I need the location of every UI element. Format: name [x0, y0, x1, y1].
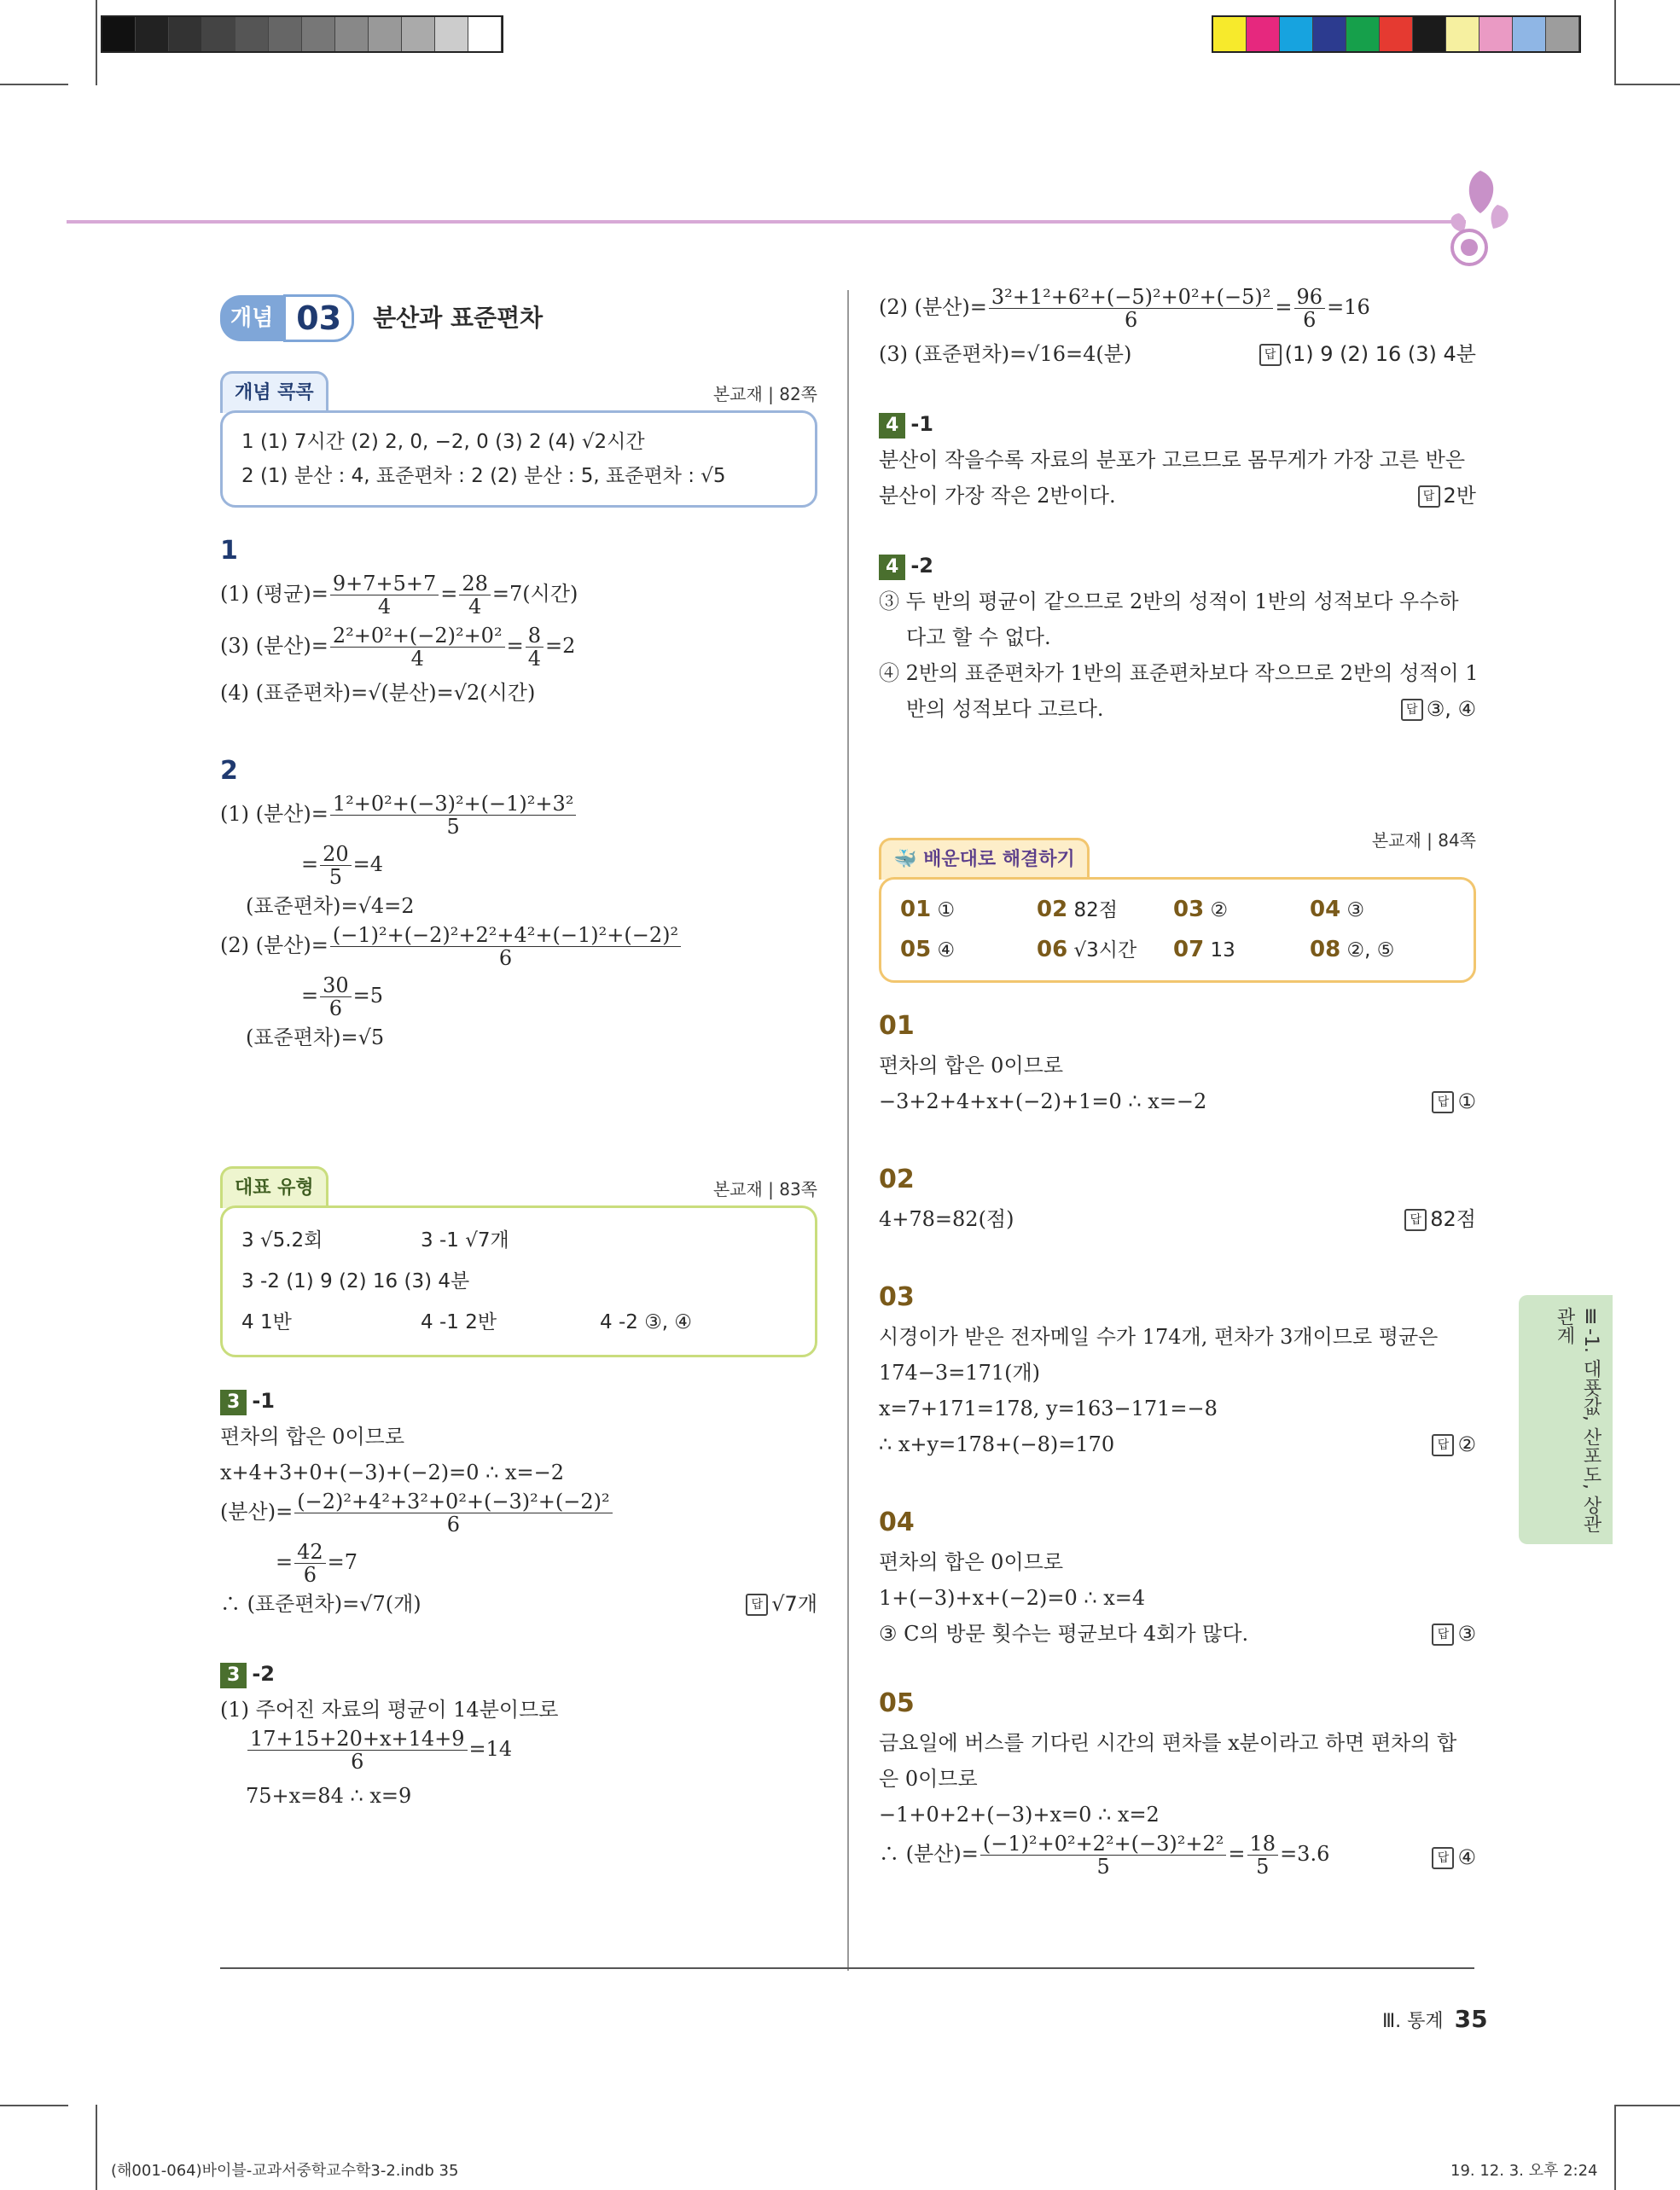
- s42-line-3: ④ 2반의 표준편차가 1반의 표준편차보다 작으므로 2반의 성적이 1: [879, 661, 1479, 685]
- s32-line-2: $\frac{17+15+20+x+14+9}{6}$ =14: [220, 1728, 817, 1773]
- check-box: [220, 410, 817, 508]
- rep-tab: 대표 유형: [220, 1166, 328, 1208]
- section-badge: 3: [220, 1663, 247, 1688]
- problem-1-heading: 1: [220, 536, 238, 566]
- p2-line-5: = $\frac{30}{6}$ =5: [301, 973, 384, 1020]
- swatch: [1413, 17, 1446, 51]
- s42-line-4: 반의 성적보다 고르다. 답 ③, ④: [879, 691, 1476, 727]
- p2-line-4: (2) (분산)= $\frac{\text{(−1)²+(−2)²+2²+4²+(−1)²+(−2)²}}{6}$: [220, 924, 817, 969]
- q04-line-3: ③ C의 방문 횟수는 평균보다 4회가 많다. 답 ③: [879, 1616, 1476, 1652]
- section-sub: -1: [252, 1389, 275, 1413]
- column-divider: [847, 290, 849, 1971]
- s41-line-1: 분산이 작을수록 자료의 분포가 고르므로 몸무게가 가장 고른 반은: [879, 448, 1465, 472]
- swatch: [1313, 17, 1346, 51]
- swatch: [1546, 17, 1579, 51]
- crop-mark: [1614, 2105, 1680, 2106]
- solve-tab: 🐳 배운대로 해결하기: [879, 838, 1090, 880]
- solve-item: 01 ①: [900, 897, 956, 922]
- q03-line-4: ∴ x+y=178+(−8)=170 답 ②: [879, 1426, 1476, 1462]
- answer-icon: 답: [1432, 1847, 1454, 1869]
- section-sub: -2: [252, 1662, 275, 1686]
- q03-line-1: 시경이가 받은 전자메일 수가 174개, 편차가 3개이므로 평균은: [879, 1325, 1439, 1349]
- q03-heading: 03: [879, 1282, 915, 1312]
- p2-line-1: (1) (분산)= $\frac{\text{1²+0²+(−3)²+(−1)²+3²}}{5}$: [220, 793, 817, 838]
- q04-line-1: 편차의 합은 0이므로: [879, 1550, 1063, 1574]
- answer: 답 82점: [1404, 1201, 1476, 1237]
- answer-icon: 답: [1432, 1091, 1454, 1113]
- s32-line-1: (1) 주어진 자료의 평균이 14분이므로: [220, 1698, 559, 1722]
- swatch: [1380, 17, 1413, 51]
- answer: 답 ③, ④: [1401, 691, 1476, 727]
- rep-item: 4 1반: [241, 1311, 292, 1333]
- q03-line-3: x=7+171=178, y=163−171=−8: [879, 1397, 1218, 1420]
- swatch: [1446, 17, 1479, 51]
- answer-icon: 답: [1401, 699, 1423, 721]
- swatch: [369, 17, 402, 51]
- s31-line-2: x+4+3+0+(−3)+(−2)=0 ∴ x=−2: [220, 1461, 565, 1484]
- section-name: Ⅲ. 통계: [1382, 2011, 1444, 2032]
- section-badge: 4: [879, 555, 905, 580]
- check-line-1: 1 (1) 7시간 (2) 2, 0, −2, 0 (3) 2 (4) √2시간: [241, 431, 645, 453]
- solve-item: 03 ②: [1173, 897, 1229, 922]
- swatch: [202, 17, 235, 51]
- concept-title: 분산과 표준편차: [373, 304, 544, 332]
- crop-mark: [1614, 2105, 1616, 2190]
- bottom-rule: [220, 1967, 1474, 1969]
- q03-line-2: 174−3=171(개): [879, 1361, 1041, 1385]
- swatch: [1513, 17, 1546, 51]
- swatch: [1247, 17, 1280, 51]
- p2-line-6: (표준편차)=√5: [246, 1025, 385, 1049]
- swatch: [302, 17, 335, 51]
- rep-item: 4 -1 2반: [421, 1311, 497, 1333]
- swatch: [1479, 17, 1513, 51]
- footer-date: 19. 12. 3. 오후 2:24: [1450, 2162, 1598, 2180]
- swatch: [269, 17, 302, 51]
- crop-mark: [1614, 0, 1616, 85]
- q01-line-1: 편차의 합은 0이므로: [879, 1054, 1063, 1078]
- answer-icon: 답: [746, 1594, 768, 1616]
- s42-line-2: 다고 할 수 없다.: [906, 625, 1051, 649]
- rt-line-2: (3) (표준편차)=√16=4(분) 답 (1) 9 (2) 16 (3) 4분: [879, 336, 1476, 372]
- rep-item: 4 -2 ③, ④: [600, 1311, 693, 1333]
- page-number-block: [1382, 2005, 1488, 2033]
- chapter-side-tab: [1519, 1295, 1613, 1544]
- answer: 답 ②: [1432, 1426, 1476, 1462]
- section-badge: 4: [879, 413, 905, 439]
- crop-mark: [96, 2105, 97, 2190]
- swatch: [102, 17, 136, 51]
- solve-item: 05 ④: [900, 937, 956, 962]
- q01-line-2: −3+2+4+x+(−2)+1=0 ∴ x=−2 답 ①: [879, 1083, 1476, 1119]
- answer: 답 ①: [1432, 1083, 1476, 1119]
- crop-mark: [0, 2105, 68, 2106]
- s32-line-3: 75+x=84 ∴ x=9: [246, 1784, 412, 1808]
- answer: 답 (1) 9 (2) 16 (3) 4분: [1259, 336, 1476, 372]
- check-line-2: 2 (1) 분산 : 4, 표준편차 : 2 (2) 분산 : 5, 표준편차 : √5: [241, 465, 726, 487]
- answer-icon: 답: [1432, 1434, 1454, 1456]
- p2-line-3: (표준편차)=√4=2: [246, 894, 415, 918]
- s41-line-2: 분산이 가장 작은 2반이다. 답 2반: [879, 478, 1476, 514]
- swatch: [435, 17, 468, 51]
- rt-line-1: (2) (분산)= $\frac{\text{3²+1²+6²+(−5)²+0²+(−5)²}}{6}$ = $\frac{96}{6}$ =16: [879, 285, 1370, 332]
- problem-2-heading: 2: [220, 756, 238, 786]
- color-bar: [1212, 15, 1581, 53]
- crop-mark: [0, 84, 68, 85]
- answer-icon: 답: [1404, 1209, 1427, 1231]
- check-ref: 본교재 | 82쪽: [712, 384, 817, 404]
- footer-file: (해001-064)바이블-교과서중학교수학3-2.indb 35: [111, 2162, 459, 2180]
- solve-item: 02 82점: [1037, 897, 1118, 922]
- p1-line-3: (4) (표준편차)=√(분산)=√2(시간): [220, 681, 536, 705]
- header-rule: [67, 220, 1466, 224]
- q05-line-2: 은 0이므로: [879, 1767, 978, 1791]
- rep-box: [220, 1205, 817, 1357]
- rep-item: 3 -2 (1) 9 (2) 16 (3) 4분: [241, 1270, 470, 1293]
- s31-line-4: = $\frac{42}{6}$ =7: [276, 1540, 358, 1587]
- q01-heading: 01: [879, 1011, 915, 1041]
- p1-line-2: (3) (분산)= $\frac{\text{2²+0²+(−2)²+0²}}{4}$ = $\frac{8}{4}$ =2: [220, 624, 576, 671]
- section-sub: -1: [910, 412, 933, 436]
- answer: 답 ③: [1432, 1616, 1476, 1652]
- left-column: [220, 294, 817, 1814]
- swatch: [1346, 17, 1380, 51]
- check-tab: 개념 콕콕: [220, 371, 328, 413]
- swatch: [402, 17, 435, 51]
- section-sub: -2: [910, 554, 933, 578]
- q05-line-1: 금요일에 버스를 기다린 시간의 편차를 x분이라고 하면 편차의 합: [879, 1731, 1457, 1755]
- answer: 답 ④: [1432, 1839, 1476, 1875]
- swatch: [468, 17, 502, 51]
- q04-heading: 04: [879, 1507, 915, 1537]
- rep-ref: 본교재 | 83쪽: [712, 1179, 817, 1200]
- chapter-side-tab-label: Ⅲ-1. 대푯값, 산포도, 상관관계: [1554, 1307, 1602, 1533]
- q02-heading: 02: [879, 1165, 915, 1194]
- s31-line-1: 편차의 합은 0이므로: [220, 1425, 404, 1449]
- solve-item: 07 13: [1173, 937, 1235, 962]
- swatch: [1213, 17, 1247, 51]
- s31-line-5: ∴ (표준편차)=√7(개) 답 √7개: [220, 1586, 817, 1622]
- concept-label: 개념: [220, 295, 283, 341]
- answer: 답 √7개: [746, 1586, 817, 1622]
- rep-item: 3 -1 √7개: [421, 1229, 509, 1252]
- swatch: [235, 17, 269, 51]
- crop-mark: [96, 0, 97, 85]
- q04-line-2: 1+(−3)+x+(−2)=0 ∴ x=4: [879, 1586, 1146, 1610]
- swatch: [169, 17, 202, 51]
- p2-line-2: = $\frac{20}{5}$ =4: [301, 842, 384, 889]
- q05-heading: 05: [879, 1688, 915, 1718]
- concept-header: [220, 294, 817, 342]
- right-column: [879, 285, 1479, 1879]
- grayscale-bar: [101, 15, 503, 53]
- p1-line-1: (1) (평균)= $\frac{9+7+5+7}{4}$ = $\frac{28}{4}$ =7(시간): [220, 572, 578, 619]
- solve-item: 06 √3시간: [1037, 937, 1137, 962]
- answer-icon: 답: [1432, 1624, 1454, 1646]
- flower-ornament-icon: [1433, 162, 1519, 273]
- whale-icon: 🐳: [893, 849, 917, 870]
- q02-line-1: 4+78=82(점) 답 82점: [879, 1201, 1476, 1237]
- page-number: 35: [1454, 2005, 1488, 2033]
- q05-line-3: −1+0+2+(−3)+x=0 ∴ x=2: [879, 1803, 1160, 1827]
- s42-line-1: ③ 두 반의 평균이 같으므로 2반의 성적이 1반의 성적보다 우수하: [879, 590, 1459, 613]
- answer-icon: 답: [1418, 485, 1440, 508]
- answer-icon: 답: [1259, 344, 1282, 366]
- concept-number: 03: [283, 294, 354, 342]
- solve-item: 08 ②, ⑤: [1310, 937, 1395, 962]
- swatch: [1280, 17, 1313, 51]
- solve-item: 04 ③: [1310, 897, 1365, 922]
- rep-item: 3 √5.2회: [241, 1229, 323, 1252]
- solve-grid: [900, 892, 1455, 968]
- answer: 답 2반: [1418, 478, 1476, 514]
- solve-ref: 본교재 | 84쪽: [1371, 830, 1476, 851]
- swatch: [335, 17, 369, 51]
- section-badge: 3: [220, 1390, 247, 1415]
- solve-box: [879, 877, 1476, 983]
- swatch: [136, 17, 169, 51]
- crop-mark: [1614, 84, 1680, 85]
- s31-line-3: (분산)= $\frac{\text{(−2)²+4²+3²+0²+(−3)²+(−2)²}}{6}$: [220, 1490, 817, 1536]
- q05-line-4: ∴ (분산)= $\frac{\text{(−1)²+0²+2²+(−3)²+2²}}{5}$ = $\frac{18}{5}$ =3.6 답 ④: [879, 1832, 1476, 1879]
